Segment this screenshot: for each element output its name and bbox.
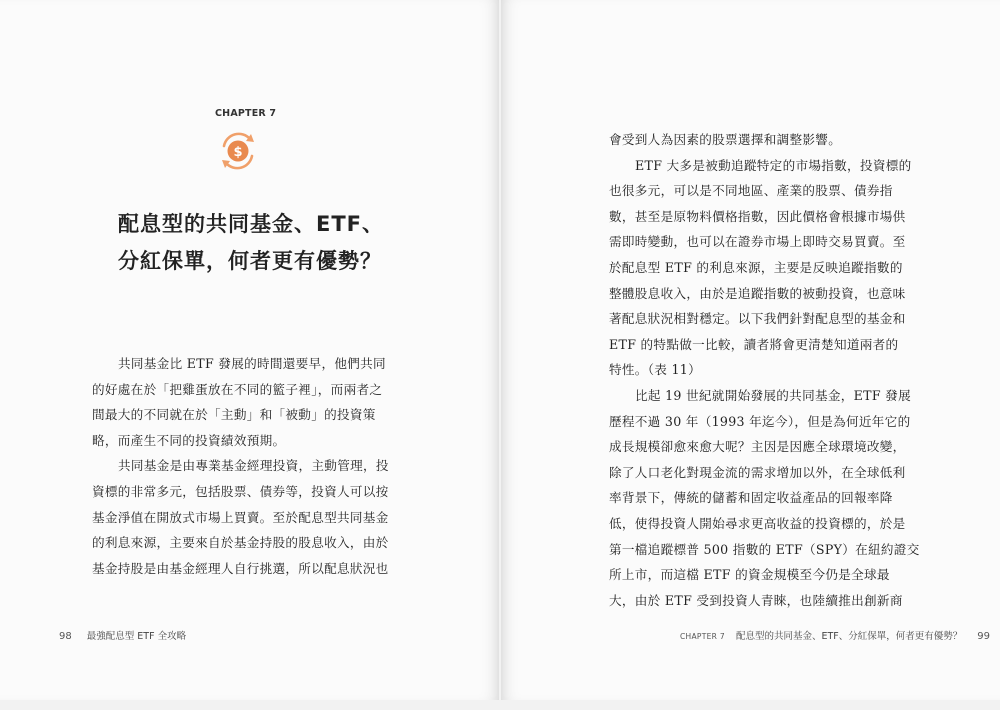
text-line: 需即時變動，也可以在證券市場上即時交易買賣。至 bbox=[609, 234, 906, 250]
text-line: 基金淨值在開放式市場上買賣。至於配息型共同基金 bbox=[92, 509, 389, 525]
text-line: 比起 19 世紀就開始發展的共同基金，ETF 發展 bbox=[635, 387, 911, 403]
left-page bbox=[0, 0, 499, 700]
text-line: 整體股息收入，由於是追蹤指數的被動投資，也意味 bbox=[609, 285, 906, 301]
page-number: 99 bbox=[977, 631, 990, 642]
text-line: 著配息狀況相對穩定。以下我們針對配息型的基金和 bbox=[609, 311, 906, 327]
svg-text:$: $ bbox=[233, 145, 243, 160]
chapter-title-line-1: 配息型的共同基金、ETF、 bbox=[118, 212, 385, 236]
page-number: 98 bbox=[59, 631, 72, 642]
text-line: ETF 大多是被動追蹤特定的市場指數，投資標的 bbox=[635, 157, 912, 173]
text-line: 資標的非常多元，包括股票、債券等，投資人可以按 bbox=[92, 483, 389, 499]
left-body-text bbox=[92, 351, 402, 581]
chapter-label: CHAPTER 7 bbox=[215, 108, 277, 119]
text-line: 間最大的不同就在於「主動」和「被動」的投資策 bbox=[92, 407, 376, 423]
right-footer bbox=[680, 628, 990, 642]
text-line: 於配息型 ETF 的利息來源，主要是反映追蹤指數的 bbox=[609, 259, 903, 275]
running-head-chapter: CHAPTER 7 bbox=[680, 632, 725, 641]
text-line: 基金持股是由基金經理人自行挑選，所以配息狀況也 bbox=[92, 560, 389, 576]
text-line: 的好處在於「把雞蛋放在不同的籃子裡」，而兩者之 bbox=[92, 381, 383, 397]
running-head-book-title: 最強配息型 ETF 全攻略 bbox=[86, 631, 187, 642]
text-line: 特性。（表 11） bbox=[609, 362, 701, 378]
text-line: 略，而產生不同的投資績效預期。 bbox=[92, 432, 286, 448]
chapter-title-line-2: 分紅保單，何者更有優勢？ bbox=[118, 249, 382, 273]
left-footer bbox=[59, 628, 186, 642]
text-line: 歷程不過 30 年（1993 年迄今），但是為何近年它的 bbox=[609, 413, 911, 429]
text-line: ETF 的特點做一比較，讀者將會更清楚知道兩者的 bbox=[609, 336, 899, 352]
text-line: 除了人口老化對現金流的需求增加以外，在全球低利 bbox=[609, 464, 906, 480]
text-line: 成長規模卻愈來愈大呢？主因是因應全球環境改變， bbox=[609, 439, 906, 455]
coin-cycle-icon bbox=[216, 130, 260, 172]
text-line: 也很多元，可以是不同地區、產業的股票、債券指 bbox=[609, 183, 893, 199]
text-line: 的利息來源，主要來自於基金持股的股息收入，由於 bbox=[92, 535, 389, 551]
text-line: 大，由於 ETF 受到投資人青睞，也陸續推出創新商 bbox=[609, 592, 903, 608]
text-line: 數，甚至是原物料價格指數，因此價格會根據市場供 bbox=[609, 208, 906, 224]
right-page bbox=[501, 0, 1000, 700]
text-line: 所上市，而這檔 ETF 的資金規模至今仍是全球最 bbox=[609, 567, 890, 583]
text-line: 率背景下，傳統的儲蓄和固定收益產品的回報率降 bbox=[609, 490, 893, 506]
text-line: 共同基金是由專業基金經理投資，主動管理，投 bbox=[118, 458, 389, 474]
text-line: 低，使得投資人開始尋求更高收益的投資標的，於是 bbox=[609, 515, 906, 531]
running-head-chapter-title: 配息型的共同基金、ETF、分紅保單，何者更有優勢？ bbox=[735, 631, 963, 642]
text-line: 會受到人為因素的股票選擇和調整影響。 bbox=[609, 132, 842, 147]
right-body-text bbox=[609, 127, 920, 613]
text-line: 第一檔追蹤標普 500 指數的 ETF（SPY）在紐約證交 bbox=[609, 541, 920, 557]
text-line: 共同基金比 ETF 發展的時間還要早，他們共同 bbox=[118, 356, 386, 371]
